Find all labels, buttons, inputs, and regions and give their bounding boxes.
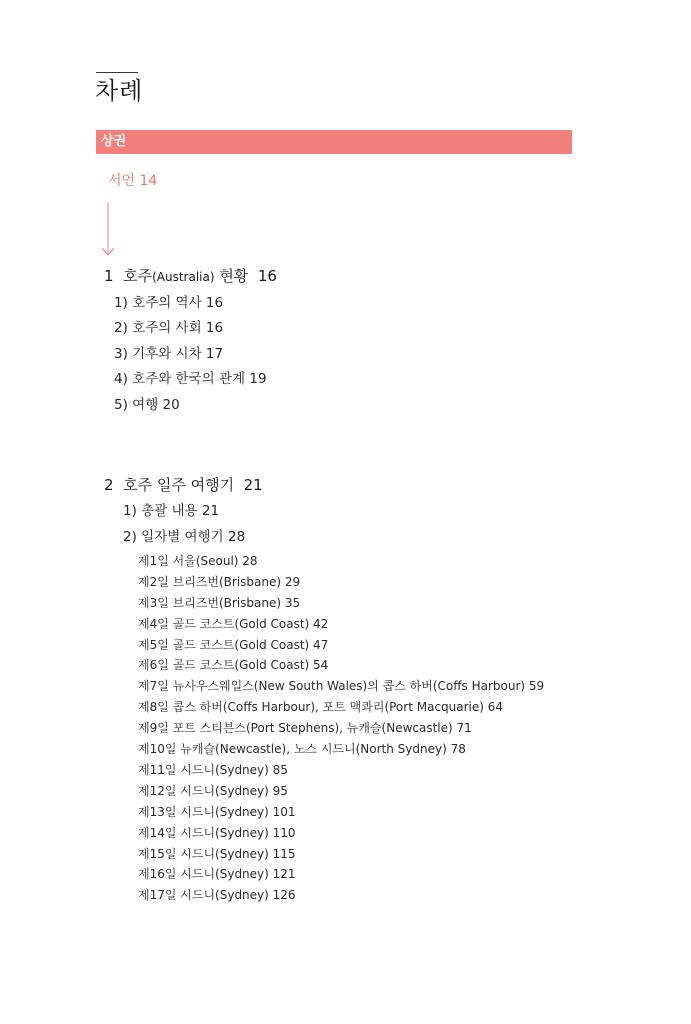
- toc-day-entry[interactable]: 제15일 시드니(Sydney) 115: [138, 847, 296, 861]
- toc-day-entry[interactable]: 제8일 콥스 하버(Coffs Harbour), 포트 맥콰리(Port Macquarie) 64: [138, 700, 504, 714]
- toc-day-entry[interactable]: 제17일 시드니(Sydney) 126: [138, 888, 296, 902]
- toc-day-entry[interactable]: 제14일 시드니(Sydney) 110: [138, 826, 296, 840]
- chapter-number: 1: [104, 267, 114, 285]
- chapter-number: 2: [104, 476, 114, 494]
- toc-day-entry[interactable]: 제5일 골드 코스트(Gold Coast) 47: [138, 638, 329, 652]
- toc-day-entry[interactable]: 제11일 시드니(Sydney) 85: [138, 763, 288, 777]
- toc-section[interactable]: 4) 호주와 한국의 관계 19: [114, 371, 267, 387]
- toc-entry-preface[interactable]: 서언 14: [108, 173, 158, 189]
- chapter-title-suffix: 현황: [219, 267, 249, 285]
- toc-day-entry[interactable]: 제3일 브리즈번(Brisbane) 35: [138, 596, 301, 610]
- toc-day-entry[interactable]: 제7일 뉴사우스웨일스(New South Wales)의 콥스 하버(Coffs Harbour) 59: [138, 679, 545, 693]
- toc-section[interactable]: 1) 호주의 역사 16: [114, 295, 224, 311]
- toc-day-entry[interactable]: 제1일 서울(Seoul) 28: [138, 554, 258, 568]
- toc-day-entry[interactable]: 제16일 시드니(Sydney) 121: [138, 867, 296, 881]
- down-arrow-icon: [101, 203, 115, 257]
- toc-day-entry[interactable]: 제4일 골드 코스트(Gold Coast) 42: [138, 617, 329, 631]
- toc-day-entry[interactable]: 제12일 시드니(Sydney) 95: [138, 784, 288, 798]
- toc-section[interactable]: 2) 호주의 사회 16: [114, 320, 224, 336]
- title-rule: [96, 72, 138, 73]
- chapter-title-latin: (Australia): [152, 270, 215, 284]
- toc-chapter-2[interactable]: [104, 475, 263, 495]
- toc-section[interactable]: 1) 총괄 내용 21: [123, 503, 220, 519]
- toc-day-entry[interactable]: 제6일 골드 코스트(Gold Coast) 54: [138, 658, 329, 672]
- chapter-page: 16: [257, 267, 277, 285]
- toc-section[interactable]: 3) 기후와 시차 17: [114, 346, 224, 362]
- chapter-title: 호주 일주 여행기: [123, 476, 235, 494]
- toc-section[interactable]: 2) 일자별 여행기 28: [123, 529, 246, 545]
- page-title: 차례: [95, 77, 144, 105]
- volume-label: 상권: [101, 134, 127, 149]
- toc-section[interactable]: 5) 여행 20: [114, 397, 180, 413]
- toc-day-entry[interactable]: 제2일 브리즈번(Brisbane) 29: [138, 575, 301, 589]
- chapter-title: 호주: [123, 267, 153, 285]
- chapter-page: 21: [243, 476, 263, 494]
- toc-chapter-1[interactable]: [104, 266, 277, 287]
- toc-day-entry[interactable]: 제10일 뉴캐슬(Newcastle), 노스 시드니(North Sydney) 78: [138, 742, 466, 756]
- volume-banner: [96, 130, 572, 154]
- toc-day-entry[interactable]: 제13일 시드니(Sydney) 101: [138, 805, 296, 819]
- toc-day-entry[interactable]: 제9일 포트 스티븐스(Port Stephens), 뉴캐슬(Newcastle) 71: [138, 721, 472, 735]
